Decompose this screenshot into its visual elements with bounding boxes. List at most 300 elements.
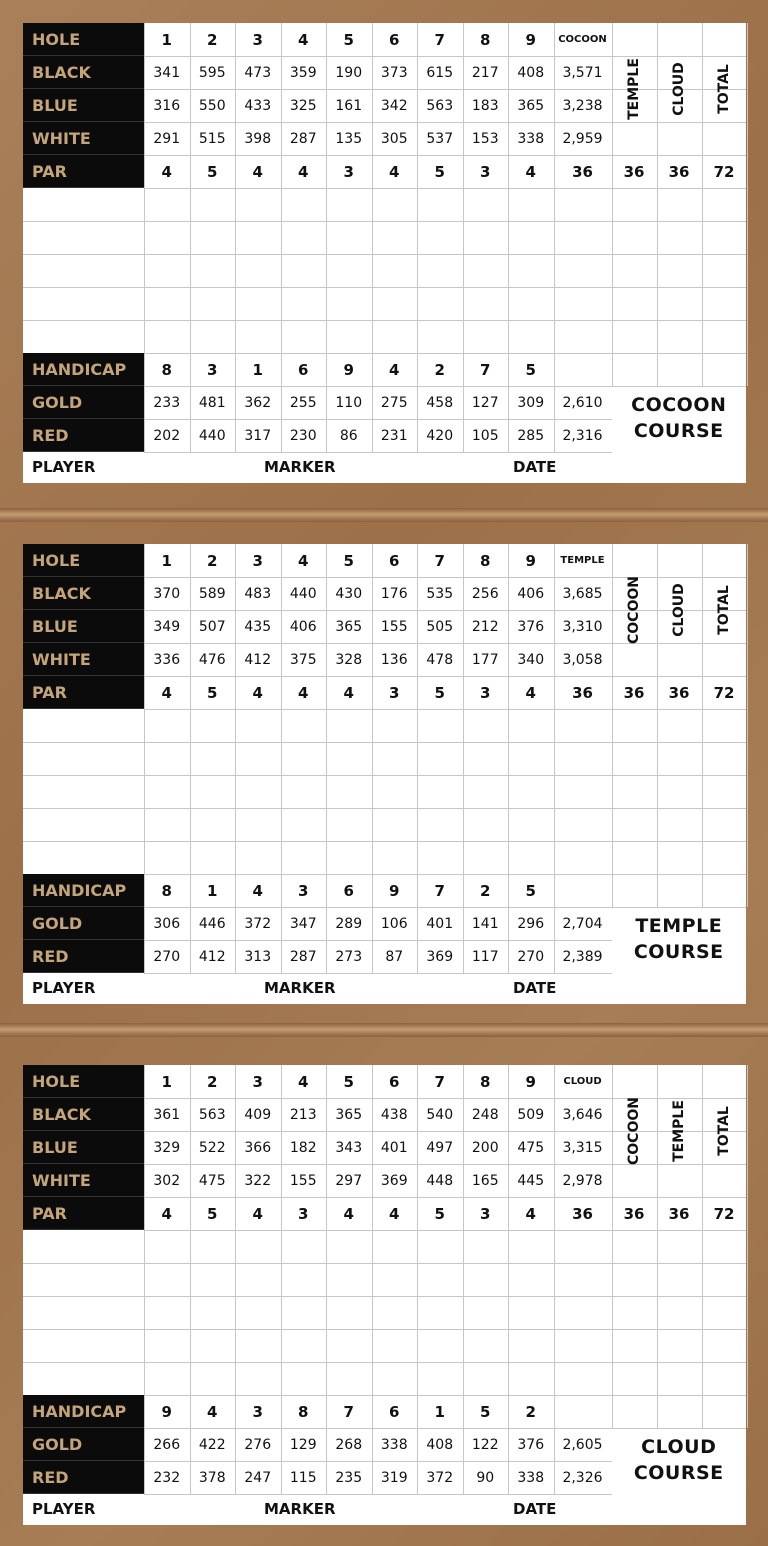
date-label: DATE <box>513 458 557 476</box>
handicap-value: 6 <box>298 360 309 379</box>
grid-line <box>612 1329 747 1330</box>
par-value: 4 <box>525 162 536 181</box>
gold-tee-total: 2,704 <box>562 915 603 932</box>
hole-number: 3 <box>252 30 263 49</box>
gold-tee-yardage: 106 <box>380 915 408 932</box>
blue-tee-yardage: 342 <box>380 97 408 114</box>
grid-line <box>612 1395 747 1396</box>
hole-number: 8 <box>480 30 491 49</box>
hole-number: 2 <box>207 551 218 570</box>
gold-tee-yardage: 309 <box>517 394 545 411</box>
black-tee-total: 3,685 <box>562 585 603 602</box>
gold-tee-label: GOLD <box>23 1428 144 1461</box>
par-value: 5 <box>434 683 445 702</box>
black-tee-yardage: 615 <box>426 64 454 81</box>
side-column-label <box>612 23 657 155</box>
white-tee-yardage: 287 <box>289 130 317 147</box>
par-value: 5 <box>207 1204 218 1223</box>
par-value: 3 <box>480 162 491 181</box>
hole-number: 8 <box>480 1072 491 1091</box>
handicap-value: 8 <box>298 1402 309 1421</box>
gold-tee-yardage: 458 <box>426 394 454 411</box>
red-tee-yardage: 87 <box>385 948 404 965</box>
gold-tee-yardage: 275 <box>380 394 408 411</box>
grid-line <box>612 742 747 743</box>
handicap-value: 3 <box>207 360 218 379</box>
par-value: 5 <box>207 683 218 702</box>
red-tee-yardage: 319 <box>380 1469 408 1486</box>
white-tee-label: WHITE <box>23 122 144 155</box>
grid-line <box>612 1230 747 1231</box>
side-column-par: 36 <box>623 162 645 181</box>
grid-line <box>612 1263 747 1264</box>
red-tee-total: 2,326 <box>562 1469 603 1486</box>
hole-number: 6 <box>389 551 400 570</box>
gold-tee-yardage: 376 <box>517 1436 545 1453</box>
gold-tee-yardage: 347 <box>289 915 317 932</box>
red-tee-yardage: 273 <box>335 948 363 965</box>
gold-tee-total: 2,610 <box>562 394 603 411</box>
par-label: PAR <box>23 155 144 188</box>
white-tee-yardage: 336 <box>153 651 181 668</box>
par-value: 5 <box>207 162 218 181</box>
grid-line <box>747 23 748 386</box>
side-column-par: 36 <box>623 1204 645 1223</box>
blue-tee-yardage: 433 <box>244 97 272 114</box>
grid-line <box>612 709 747 710</box>
grid-line <box>23 221 144 222</box>
handicap-value: 4 <box>207 1402 218 1421</box>
gold-tee-label: GOLD <box>23 386 144 419</box>
red-tee-yardage: 105 <box>471 427 499 444</box>
handicap-value: 1 <box>207 881 218 900</box>
course-name <box>612 392 747 444</box>
par-label: PAR <box>23 676 144 709</box>
blue-tee-yardage: 497 <box>426 1139 454 1156</box>
black-tee-yardage: 213 <box>289 1106 317 1123</box>
side-column-label <box>657 544 702 676</box>
par-value: 4 <box>525 683 536 702</box>
white-tee-yardage: 155 <box>289 1172 317 1189</box>
blue-tee-yardage: 376 <box>517 618 545 635</box>
date-label: DATE <box>513 979 557 997</box>
grid-line <box>23 320 144 321</box>
handicap-value: 6 <box>343 881 354 900</box>
black-tee-yardage: 595 <box>198 64 226 81</box>
white-tee-yardage: 340 <box>517 651 545 668</box>
red-tee-yardage: 230 <box>289 427 317 444</box>
course-name <box>612 1434 747 1486</box>
par-value: 4 <box>161 683 172 702</box>
gold-tee-yardage: 276 <box>244 1436 272 1453</box>
hole-number: 7 <box>434 1072 445 1091</box>
side-column-label <box>702 1065 747 1197</box>
grid-line <box>144 1494 612 1495</box>
blue-tee-yardage: 316 <box>153 97 181 114</box>
grid-line <box>23 287 144 288</box>
blue-tee-yardage: 550 <box>198 97 226 114</box>
black-tee-yardage: 256 <box>471 585 499 602</box>
handicap-value: 1 <box>252 360 263 379</box>
par-label: PAR <box>23 1197 144 1230</box>
hole-label: HOLE <box>23 544 144 577</box>
black-tee-yardage: 430 <box>335 585 363 602</box>
handicap-value: 1 <box>434 1402 445 1421</box>
gold-tee-yardage: 372 <box>244 915 272 932</box>
red-tee-yardage: 338 <box>517 1469 545 1486</box>
handicap-value: 9 <box>389 881 400 900</box>
red-tee-yardage: 232 <box>153 1469 181 1486</box>
grid-line <box>23 742 144 743</box>
course-name-line1: TEMPLE <box>635 915 723 937</box>
white-tee-yardage: 375 <box>289 651 317 668</box>
handicap-label: HANDICAP <box>23 1395 144 1428</box>
white-tee-yardage: 448 <box>426 1172 454 1189</box>
par-value: 4 <box>252 683 263 702</box>
gold-tee-yardage: 129 <box>289 1436 317 1453</box>
hole-number: 6 <box>389 30 400 49</box>
black-tee-yardage: 176 <box>380 585 408 602</box>
hole-number: 7 <box>434 30 445 49</box>
hole-number: 7 <box>434 551 445 570</box>
black-tee-yardage: 483 <box>244 585 272 602</box>
scorecard-3 <box>23 1065 746 1525</box>
gold-tee-yardage: 296 <box>517 915 545 932</box>
grid-line <box>612 1428 747 1429</box>
date-label: DATE <box>513 1500 557 1518</box>
white-tee-yardage: 515 <box>198 130 226 147</box>
hole-label: HOLE <box>23 23 144 56</box>
blue-tee-total: 3,310 <box>562 618 603 635</box>
par-total: 36 <box>572 162 593 181</box>
grid-line <box>747 544 748 907</box>
handicap-value: 3 <box>298 881 309 900</box>
side-column-text: CLOUD <box>671 62 687 116</box>
course-name-line2: COURSE <box>633 941 724 963</box>
grid-line <box>144 452 612 453</box>
red-tee-yardage: 372 <box>426 1469 454 1486</box>
grid-line <box>612 1362 747 1363</box>
grid-line <box>612 287 747 288</box>
handicap-value: 2 <box>525 1402 536 1421</box>
red-tee-yardage: 317 <box>244 427 272 444</box>
side-column-text: TOTAL <box>716 64 733 114</box>
par-value: 4 <box>161 162 172 181</box>
grid-line <box>612 254 747 255</box>
grid-line <box>612 874 747 875</box>
blue-tee-label: BLUE <box>23 610 144 643</box>
hole-number: 6 <box>389 1072 400 1091</box>
black-tee-yardage: 341 <box>153 64 181 81</box>
black-tee-yardage: 365 <box>335 1106 363 1123</box>
red-tee-total: 2,389 <box>562 948 603 965</box>
grid-line <box>612 386 747 387</box>
grid-line <box>612 221 747 222</box>
white-tee-yardage: 177 <box>471 651 499 668</box>
grid-line <box>23 254 144 255</box>
marker-label: MARKER <box>264 979 336 997</box>
hole-number: 9 <box>525 551 536 570</box>
black-tee-total: 3,646 <box>562 1106 603 1123</box>
blue-tee-yardage: 505 <box>426 618 454 635</box>
red-tee-yardage: 90 <box>476 1469 495 1486</box>
side-column-label <box>612 544 657 676</box>
side-column-text: CLOUD <box>671 583 687 637</box>
par-value: 4 <box>343 683 354 702</box>
red-tee-yardage: 287 <box>289 948 317 965</box>
nine-total-label: COCOON <box>558 34 607 45</box>
side-column-par: 36 <box>668 683 690 702</box>
blue-tee-total: 3,238 <box>562 97 603 114</box>
blue-tee-yardage: 325 <box>289 97 317 114</box>
course-name-line2: COURSE <box>633 1462 724 1484</box>
white-tee-yardage: 398 <box>244 130 272 147</box>
black-tee-label: BLACK <box>23 56 144 89</box>
red-tee-yardage: 247 <box>244 1469 272 1486</box>
grid-line <box>612 775 747 776</box>
black-tee-yardage: 409 <box>244 1106 272 1123</box>
white-tee-yardage: 305 <box>380 130 408 147</box>
scorecard-2 <box>23 544 746 1004</box>
blue-tee-yardage: 563 <box>426 97 454 114</box>
handicap-value: 5 <box>525 360 536 379</box>
par-value: 3 <box>480 1204 491 1223</box>
gold-tee-yardage: 422 <box>198 1436 226 1453</box>
red-tee-yardage: 412 <box>198 948 226 965</box>
scorecard-1 <box>23 23 746 483</box>
gold-tee-yardage: 255 <box>289 394 317 411</box>
hole-number: 1 <box>161 1072 172 1091</box>
red-tee-yardage: 369 <box>426 948 454 965</box>
blue-tee-yardage: 435 <box>244 618 272 635</box>
red-tee-yardage: 285 <box>517 427 545 444</box>
gold-tee-yardage: 401 <box>426 915 454 932</box>
par-total: 36 <box>572 1204 593 1223</box>
white-tee-yardage: 338 <box>517 130 545 147</box>
black-tee-yardage: 406 <box>517 585 545 602</box>
handicap-value: 9 <box>161 1402 172 1421</box>
handicap-value: 7 <box>480 360 491 379</box>
handicap-value: 6 <box>389 1402 400 1421</box>
handicap-value: 5 <box>525 881 536 900</box>
par-value: 4 <box>389 1204 400 1223</box>
gold-tee-yardage: 233 <box>153 394 181 411</box>
hole-number: 8 <box>480 551 491 570</box>
white-tee-yardage: 412 <box>244 651 272 668</box>
side-column-label <box>702 544 747 676</box>
white-tee-yardage: 322 <box>244 1172 272 1189</box>
grid-line <box>23 1362 144 1363</box>
side-column-text: TOTAL <box>716 1106 733 1156</box>
handicap-label: HANDICAP <box>23 874 144 907</box>
handicap-value: 2 <box>480 881 491 900</box>
side-column-par: 36 <box>668 162 690 181</box>
marker-label: MARKER <box>264 458 336 476</box>
par-value: 3 <box>480 683 491 702</box>
red-tee-yardage: 440 <box>198 427 226 444</box>
hole-number: 3 <box>252 1072 263 1091</box>
white-tee-total: 3,058 <box>562 651 603 668</box>
side-column-par: 72 <box>713 683 735 702</box>
grid-line <box>612 841 747 842</box>
red-tee-yardage: 270 <box>517 948 545 965</box>
red-tee-yardage: 270 <box>153 948 181 965</box>
grid-line <box>747 1065 748 1428</box>
blue-tee-yardage: 182 <box>289 1139 317 1156</box>
par-value: 5 <box>434 1204 445 1223</box>
black-tee-yardage: 361 <box>153 1106 181 1123</box>
par-value: 4 <box>343 1204 354 1223</box>
white-tee-yardage: 302 <box>153 1172 181 1189</box>
hole-number: 3 <box>252 551 263 570</box>
blue-tee-yardage: 161 <box>335 97 363 114</box>
side-column-par: 36 <box>668 1204 690 1223</box>
grid-line <box>23 1329 144 1330</box>
black-tee-yardage: 440 <box>289 585 317 602</box>
blue-tee-total: 3,315 <box>562 1139 603 1156</box>
black-tee-yardage: 190 <box>335 64 363 81</box>
blue-tee-yardage: 155 <box>380 618 408 635</box>
blue-tee-yardage: 200 <box>471 1139 499 1156</box>
handicap-value: 7 <box>434 881 445 900</box>
handicap-value: 8 <box>161 360 172 379</box>
grid-line <box>612 907 747 908</box>
par-value: 4 <box>298 162 309 181</box>
handicap-value: 9 <box>343 360 354 379</box>
hole-number: 9 <box>525 30 536 49</box>
white-tee-total: 2,978 <box>562 1172 603 1189</box>
grid-line <box>144 973 612 974</box>
hole-number: 5 <box>343 1072 354 1091</box>
red-tee-yardage: 420 <box>426 427 454 444</box>
course-name-line2: COURSE <box>633 420 724 442</box>
black-tee-yardage: 217 <box>471 64 499 81</box>
grid-line <box>612 808 747 809</box>
hole-number: 4 <box>298 551 309 570</box>
red-tee-yardage: 117 <box>471 948 499 965</box>
handicap-value: 8 <box>161 881 172 900</box>
white-tee-yardage: 478 <box>426 651 454 668</box>
par-value: 3 <box>343 162 354 181</box>
hole-number: 2 <box>207 30 218 49</box>
blue-tee-yardage: 401 <box>380 1139 408 1156</box>
hole-number: 1 <box>161 551 172 570</box>
white-tee-yardage: 153 <box>471 130 499 147</box>
marker-label: MARKER <box>264 1500 336 1518</box>
grid-line <box>612 1296 747 1297</box>
black-tee-yardage: 359 <box>289 64 317 81</box>
par-value: 4 <box>525 1204 536 1223</box>
hole-number: 5 <box>343 551 354 570</box>
course-name <box>612 913 747 965</box>
black-tee-yardage: 563 <box>198 1106 226 1123</box>
gold-tee-yardage: 306 <box>153 915 181 932</box>
white-tee-yardage: 297 <box>335 1172 363 1189</box>
side-column-label <box>657 23 702 155</box>
black-tee-yardage: 509 <box>517 1106 545 1123</box>
red-tee-yardage: 378 <box>198 1469 226 1486</box>
hole-number: 2 <box>207 1072 218 1091</box>
red-tee-label: RED <box>23 419 144 452</box>
player-label: PLAYER <box>32 979 96 997</box>
grid-line <box>23 1296 144 1297</box>
black-tee-yardage: 408 <box>517 64 545 81</box>
blue-tee-label: BLUE <box>23 1131 144 1164</box>
nine-total-label: TEMPLE <box>560 555 605 566</box>
blue-tee-yardage: 365 <box>335 618 363 635</box>
blue-tee-label: BLUE <box>23 89 144 122</box>
gold-tee-yardage: 289 <box>335 915 363 932</box>
red-tee-yardage: 313 <box>244 948 272 965</box>
par-total: 36 <box>572 683 593 702</box>
grid-line <box>23 841 144 842</box>
blue-tee-yardage: 366 <box>244 1139 272 1156</box>
par-value: 4 <box>161 1204 172 1223</box>
side-column-label <box>702 23 747 155</box>
course-name-line1: CLOUD <box>641 1436 717 1458</box>
hole-number: 4 <box>298 30 309 49</box>
black-tee-label: BLACK <box>23 1098 144 1131</box>
grid-line <box>23 808 144 809</box>
gold-tee-label: GOLD <box>23 907 144 940</box>
side-column-label <box>657 1065 702 1197</box>
black-tee-yardage: 589 <box>198 585 226 602</box>
gold-tee-yardage: 481 <box>198 394 226 411</box>
gold-tee-yardage: 122 <box>471 1436 499 1453</box>
handicap-value: 7 <box>343 1402 354 1421</box>
red-tee-yardage: 86 <box>339 427 358 444</box>
white-tee-total: 2,959 <box>562 130 603 147</box>
gold-tee-yardage: 338 <box>380 1436 408 1453</box>
side-column-text: COCOON <box>626 576 643 644</box>
blue-tee-yardage: 183 <box>471 97 499 114</box>
player-label: PLAYER <box>32 1500 96 1518</box>
par-value: 5 <box>434 162 445 181</box>
red-tee-label: RED <box>23 1461 144 1494</box>
white-tee-yardage: 537 <box>426 130 454 147</box>
side-column-label <box>612 1065 657 1197</box>
side-column-par: 72 <box>713 1204 735 1223</box>
black-tee-yardage: 373 <box>380 64 408 81</box>
gold-tee-yardage: 268 <box>335 1436 363 1453</box>
blue-tee-yardage: 329 <box>153 1139 181 1156</box>
black-tee-label: BLACK <box>23 577 144 610</box>
handicap-value: 4 <box>389 360 400 379</box>
black-tee-yardage: 370 <box>153 585 181 602</box>
gold-tee-yardage: 446 <box>198 915 226 932</box>
white-tee-label: WHITE <box>23 1164 144 1197</box>
white-tee-yardage: 328 <box>335 651 363 668</box>
red-tee-yardage: 235 <box>335 1469 363 1486</box>
blue-tee-yardage: 522 <box>198 1139 226 1156</box>
gold-tee-total: 2,605 <box>562 1436 603 1453</box>
red-tee-label: RED <box>23 940 144 973</box>
par-value: 4 <box>252 162 263 181</box>
blue-tee-yardage: 343 <box>335 1139 363 1156</box>
side-column-par: 72 <box>713 162 735 181</box>
grid-line <box>612 188 747 189</box>
par-value: 4 <box>252 1204 263 1223</box>
par-value: 4 <box>298 683 309 702</box>
grid-line <box>23 1263 144 1264</box>
white-tee-yardage: 165 <box>471 1172 499 1189</box>
gold-tee-yardage: 362 <box>244 394 272 411</box>
gold-tee-yardage: 266 <box>153 1436 181 1453</box>
grid-line <box>612 320 747 321</box>
handicap-value: 3 <box>252 1402 263 1421</box>
hole-number: 4 <box>298 1072 309 1091</box>
card-divider-2 <box>0 1023 768 1037</box>
